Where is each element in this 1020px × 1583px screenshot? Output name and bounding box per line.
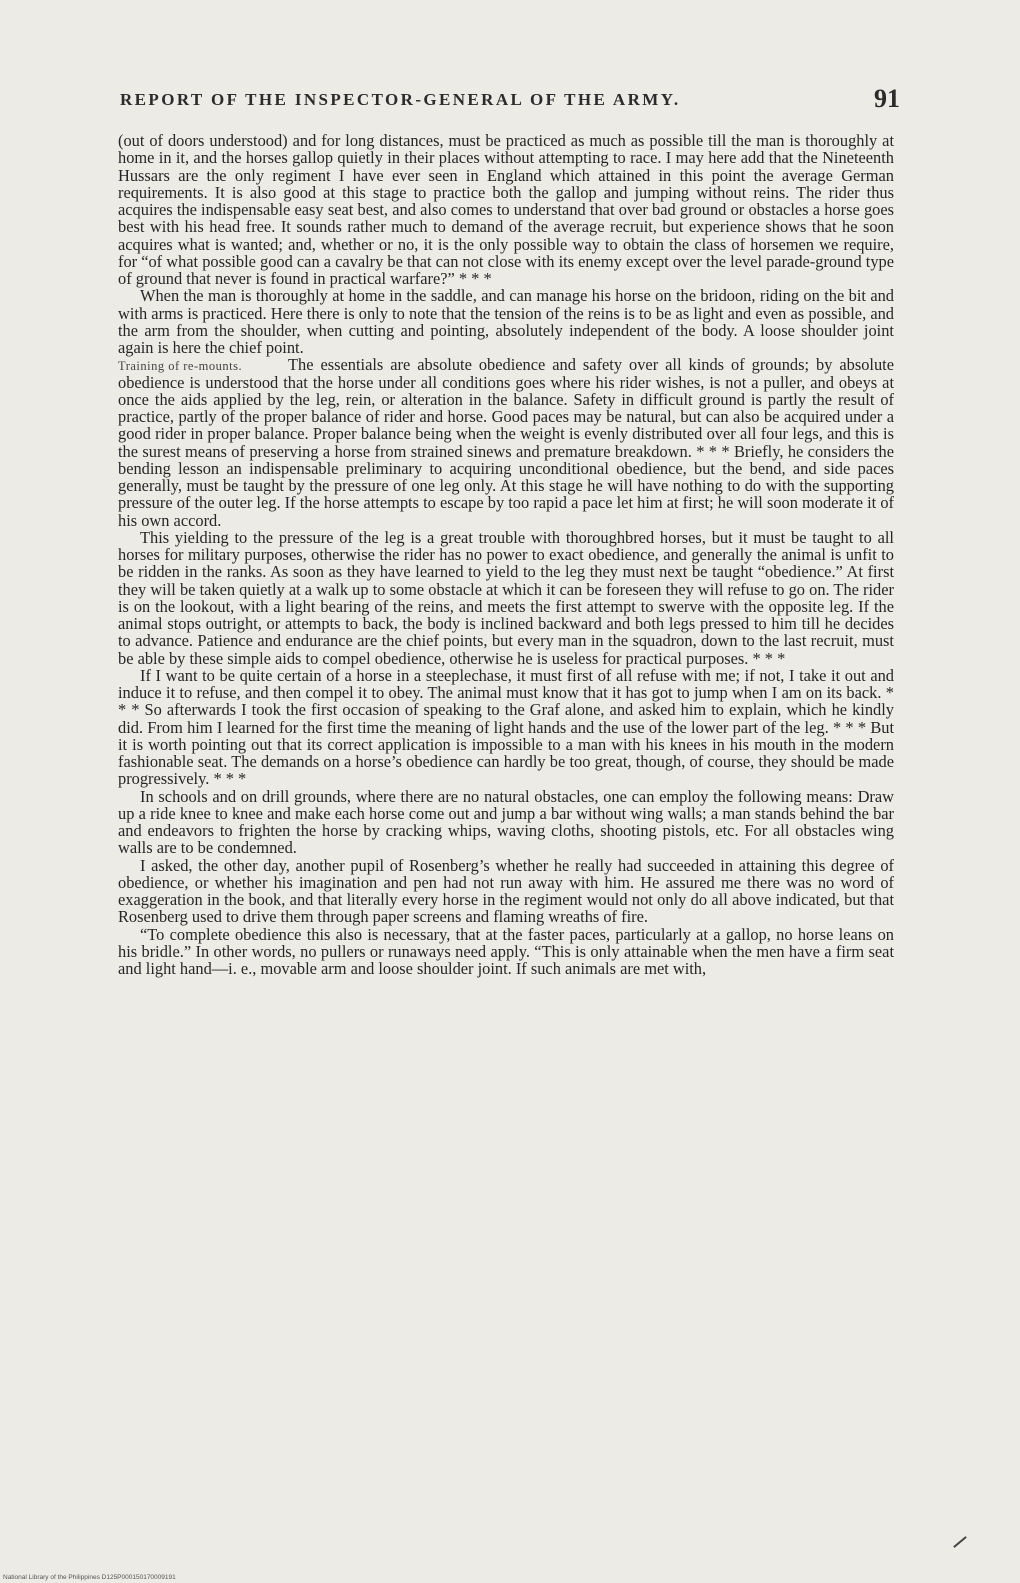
body-text [118,132,894,977]
paragraph-2: When the man is thoroughly at home in the saddle, and can manage his horse on the bridoon, riding on the bit and with arms is practiced. Here there is only to note that the tension of the reins is to be as light and even as possible, and the arm from the shoulder, when cutting and pointing, absolutely independent of the body. A loose shoulder joint again is here the chief point. [118,286,894,357]
library-footer: National Library of the Philippines D125P000150170009191 [3,1574,176,1581]
sidenote-section [118,356,894,529]
page-number: 91 [874,84,900,113]
paragraph-8: “To complete obedience this also is necessary, that at the faster paces, particularly at a gallop, no horse leans on his bridle.” In other words, no pullers or runaways need apply. “This is only attainable when the men have a firm seat and light hand—i. e., movable arm and loose shoulder joint. If such animals are met with, [118,924,894,978]
paragraph-7: I asked, the other day, another pupil of Rosenberg’s whether he really had succeeded in attaining this degree of obedience, or whether his imagination and pen had not run away with him. He assured me there was no word of exaggeration in the book, and that literally every horse in the regiment would not only do all above indicated, but that Rosenberg used to drive them through paper screens and flaming wreaths of fire. [118,855,894,927]
pen-mark [953,1536,967,1548]
paragraph-4: This yielding to the pressure of the leg is a great trouble with thoroughbred horses, but it must be taught to all horses for military purposes, otherwise the rider has no power to exact obedience, and generally the animal is unfit to be ridden in the ranks. As soon as they have learned to yield to the leg they must next be taught “obedience.” At first they will be taken quietly at a walk up to some obstacle at which it can be foreseen they will refuse to go on. The rider is on the lookout, with a light bearing of the reins, and meets the first attempt to swerve with the opposite leg. If the animal stops outright, or attempts to back, the body is inclined backward and both legs pressed to him till he decides to advance. Patience and endurance are the chief points, but every man in the squadron, down to the last recruit, must be able by these simple aids to compel obedience, otherwise he is useless for practical purposes. * * * [118,527,894,668]
page-header [120,84,900,120]
paragraph-3: The essentials are absolute obedience and safety over all kinds of grounds; by absolute obedience is understood that the horse under all conditions goes where his rider wishes, is not a puller, and obeys at once the aids applied by the leg, rein, or alteration in the balance. Safety in difficult ground is partly the result of practice, partly of the proper balance of rider and horse. Good paces may be natural, but can also be acquired under a good rider in proper balance. Proper balance being when the weight is evenly distributed over all four legs, and this is the surest means of preserving a horse from strained sinews and premature breakdown. * * * Briefly, he considers the bending lesson an indispensable preliminary to acquiring unconditional obedience, but the bend, and side paces generally, must be taught by the pressure of one leg only. At this stage he will have nothing to do with the supporting pressure of the outer leg. If the horse attempts to escape by too rapid a pace let him at first; he will soon moderate it of his own accord. [118,355,894,530]
paragraph-5: If I want to be quite certain of a horse in a steeplechase, it must first of all refuse with me; if not, I take it out and induce it to refuse, and then compel it to obey. The animal must know that it has got to jump when I am on its back. * * * So afterwards I took the first occasion of speaking to the Graf alone, and asked him to explain, which he kindly did. From him I learned for the first time the meaning of light hands and the use of the lower part of the leg. * * * But it is worth pointing out that its correct application is impossible to a man with his knees in his mouth in the modern fashionable seat. The demands on a horse’s obedience can hardly be too great, though, of course, they should be made progressively. * * * [118,665,894,789]
paragraph-6: In schools and on drill grounds, where there are no natural obstacles, one can employ the following means: Draw up a ride knee to knee and make each horse come out and jump a bar without wing walls; a man stands behind the bar and endeavors to frighten the horse by cracking whips, waving cloths, shooting pistols, etc. For all obstacles wing walls are to be condemned. [118,786,894,858]
running-head: REPORT OF THE INSPECTOR-GENERAL OF THE ARMY. [120,90,681,109]
paragraph-1: (out of doors understood) and for long distances, must be practiced as much as possible till the man is thoroughly at home in it, and the horses gallop quietly in their places without attempting to race. I may here add that the Nineteenth Hussars are the only regiment I have ever seen in England which attained in this point the average German requirements. It is also good at this stage to practice both the gallop and jumping without reins. The rider thus acquires the indispensable easy seat best, and also comes to understand that over bad ground or obstacles a horse goes best with his head free. It sounds rather much to demand of the average recruit, but experience shows that he soon acquires what is wanted; and, whether or no, it is the only possible way to obtain the class of horsemen we require, for “of what possible good can a cavalry be that can not close with its enemy except over the level parade-ground type of ground that never is found in practical warfare?” * * * [118,131,894,288]
margin-sidenote: Training of re-mounts. [118,359,243,374]
